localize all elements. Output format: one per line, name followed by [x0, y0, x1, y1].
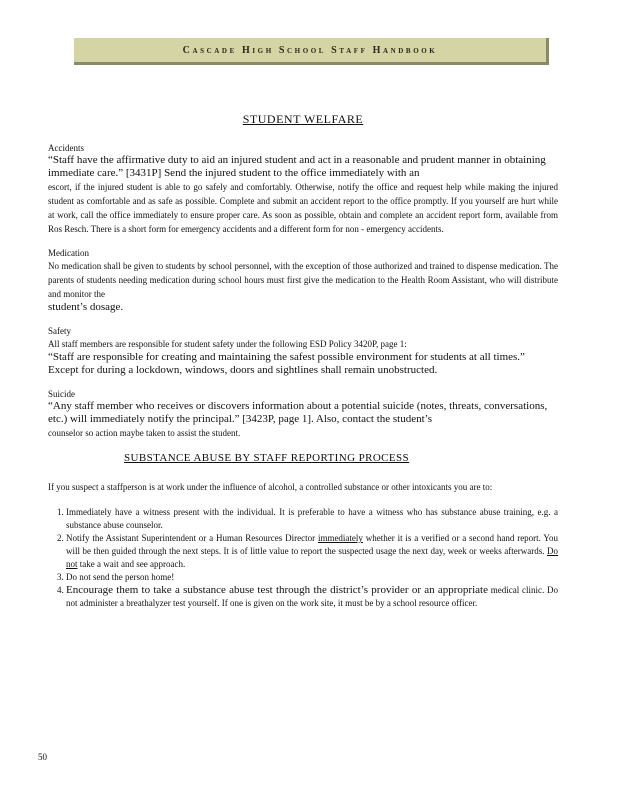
substance-steps	[48, 506, 558, 610]
accidents-body: escort, if the injured student is able to go safely and comfortably. Otherwise, notify the office and request help while making the injured student as comfortable and as safe as possible. Complete and submit an accident report to the office promptly. If you yourself are hurt while at work, call the office immediately to ensure proper care. As soon as possible, obtain and complete an accident report form, available from Ros Resch. There is a short form for emergency accidents and a different form for non - emergency accidents.	[48, 182, 558, 234]
step-4	[66, 584, 558, 610]
step-4-text-b: medical clinic. Do not administer a breathalyzer test yourself. If one is given on the work site, it must be by a school resource officer.	[66, 585, 558, 608]
step-2-text-b: whether it is a verified or a second hand report. You will be then guided through the next steps. It is of little value to report the suspected usage the next day, week or weeks afterwards.	[66, 533, 559, 556]
accidents-quote: “Staff have the affirmative duty to aid an injured student and act in a reasonable and prudent manner in obtaining immediate care.” [3431P] Send the injured student to the office immediately with an	[48, 154, 546, 179]
step-1	[66, 506, 558, 532]
suicide-quote: “Any staff member who receives or discovers information about a potential suicide (notes, threats, conversations, etc.) will immediately notify the principal.” [3423P, page 1]. Also, contact the student’s	[48, 400, 548, 425]
step-2-immediately: immediately	[317, 533, 363, 543]
medication-tail: student’s dosage.	[48, 301, 124, 313]
safety-section	[48, 326, 558, 377]
page-number: 50	[38, 752, 47, 762]
suicide-section	[48, 389, 558, 440]
safety-heading: Safety	[48, 326, 71, 336]
step-1-text: Immediately have a witness present with the individual. It is preferable to have a witness who has substance abuse training, e.g. a substance abuse counselor.	[66, 507, 558, 530]
accidents-section	[48, 143, 558, 236]
banner-title: Cascade High School Staff Handbook	[182, 44, 438, 56]
handbook-banner	[74, 38, 549, 65]
step-2	[66, 532, 558, 571]
suicide-body: counselor so action maybe taken to assist the student.	[48, 428, 241, 438]
step-2-text-c: take a wait and see approach.	[79, 559, 186, 569]
medication-section	[48, 248, 558, 314]
page-content	[48, 112, 558, 610]
suicide-heading: Suicide	[48, 389, 75, 399]
page-title: STUDENT WELFARE	[242, 112, 364, 126]
medication-body: No medication shall be given to students by school personnel, with the exception of those authorized and trained to dispense medication. The parents of students needing medication during school hours must first give the medication to the Health Room Assistant, who will distribute and monitor the	[48, 261, 558, 299]
substance-title: SUBSTANCE ABUSE BY STAFF REPORTING PROCESS	[124, 452, 410, 464]
accidents-heading: Accidents	[48, 143, 84, 153]
step-3	[66, 571, 558, 584]
substance-intro: If you suspect a staffperson is at work under the influence of alcohol, a controlled substance or other intoxicants you are to:	[48, 482, 493, 492]
safety-body: All staff members are responsible for student safety under the following ESD Policy 3420P, page 1:	[48, 339, 407, 349]
safety-quote: “Staff are responsible for creating and maintaining the safest possible environment for students at all times.” Except for during a lockdown, windows, doors and sightlines shall remain unobstructed.	[48, 351, 525, 376]
step-2-do-not: Do not	[66, 546, 559, 569]
step-2-text-a: Notify the Assistant Superintendent or a Human Resources Director	[66, 533, 316, 543]
step-3-text: Do not send the person home!	[66, 572, 175, 582]
step-4-text-a: Encourage them to take a substance abuse test through the district’s provider or an appropriate	[66, 584, 488, 596]
medication-heading: Medication	[48, 248, 89, 258]
